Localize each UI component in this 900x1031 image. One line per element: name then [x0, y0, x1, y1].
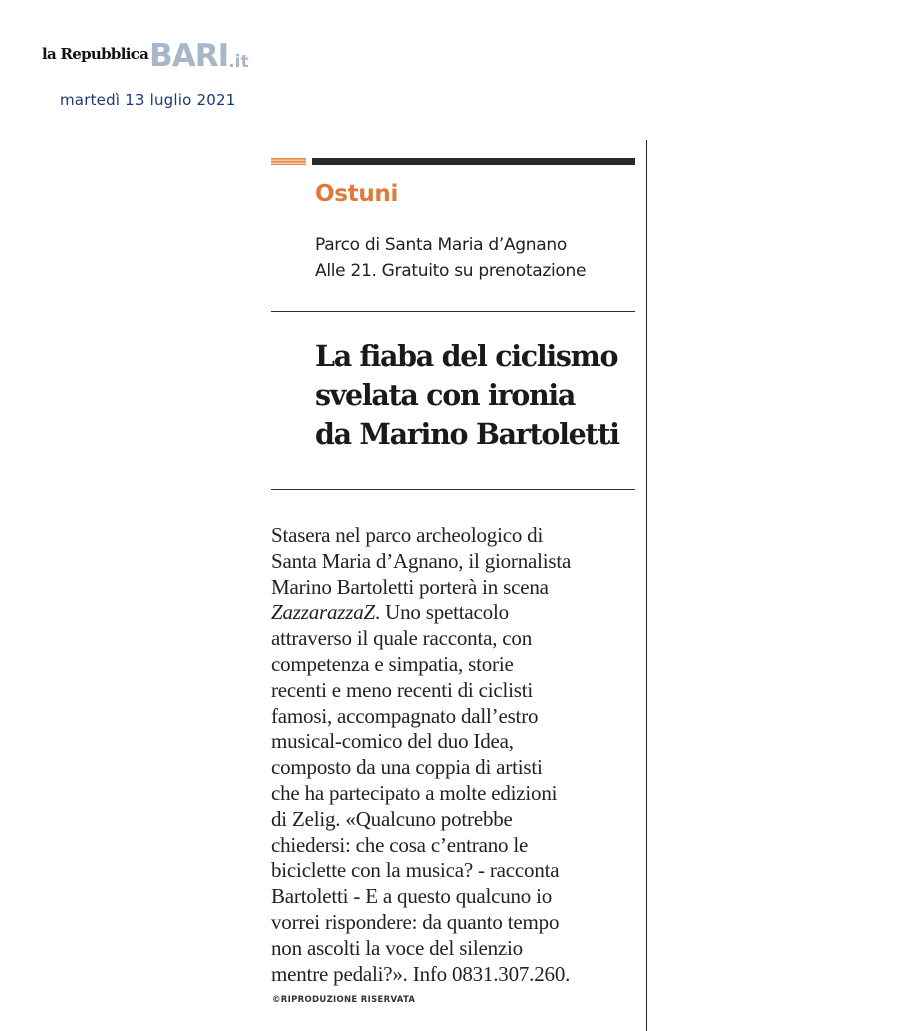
body-line: Santa Maria d’Agnano, il giornalista	[271, 548, 572, 573]
section-label: Ostuni	[315, 181, 399, 207]
band-bar	[312, 158, 635, 165]
copyright-notice: ©RIPRODUZIONE RISERVATA	[272, 995, 416, 1005]
headline-line: La fiaba del ciclismo	[315, 339, 618, 373]
body-line: di Zelig. «Qualcuno potrebbe	[271, 806, 513, 831]
brand-city: BARI	[149, 38, 229, 74]
body-line: musical-comico del duo Idea,	[271, 729, 514, 754]
brand-name: la Repubblica	[42, 45, 149, 63]
issue-date: martedì 13 luglio 2021	[60, 91, 236, 109]
event-info-line: Parco di Santa Maria d’Agnano	[315, 235, 567, 255]
body-line: Marino Bartoletti porterà in scena	[271, 574, 549, 599]
band-accent	[271, 158, 306, 165]
body-line: Bartoletti - E a questo qualcuno io	[271, 884, 553, 909]
headline-line: da Marino Bartoletti	[315, 417, 619, 451]
headline	[315, 337, 619, 454]
body-line: che ha partecipato a molte edizioni	[271, 780, 558, 805]
brand-tld: .it	[228, 52, 249, 72]
event-info	[315, 232, 586, 284]
show-title: ZazzarazzaZ	[271, 600, 376, 625]
article-body	[271, 523, 635, 987]
body-line	[271, 600, 635, 626]
newspaper-masthead	[42, 40, 249, 74]
body-line: Stasera nel parco archeologico di	[271, 523, 544, 547]
body-line: composto da una coppia di artisti	[271, 755, 543, 780]
body-line: famosi, accompagnato dall’estro	[271, 703, 539, 728]
body-line: biciclette con la musica? - racconta	[271, 858, 560, 883]
column-rule	[646, 140, 647, 1031]
body-line: vorrei rispondere: da quanto tempo	[271, 909, 560, 934]
body-line: recenti e meno recenti di ciclisti	[271, 677, 533, 702]
body-line: attraverso il quale racconta, con	[271, 626, 533, 651]
divider	[271, 311, 635, 312]
body-line: chiedersi: che cosa c’entrano le	[271, 832, 529, 857]
divider	[271, 489, 635, 490]
headline-line: svelata con ironia	[315, 378, 576, 412]
event-info-line: Alle 21. Gratuito su prenotazione	[315, 261, 587, 281]
body-line: mentre pedali?». Info 0831.307.260.	[271, 961, 571, 986]
body-line: competenza e simpatia, storie	[271, 651, 514, 676]
body-line-rest: . Uno spettacolo	[375, 600, 509, 625]
body-line: non ascolti la voce del silenzio	[271, 935, 523, 960]
top-band	[271, 157, 635, 166]
